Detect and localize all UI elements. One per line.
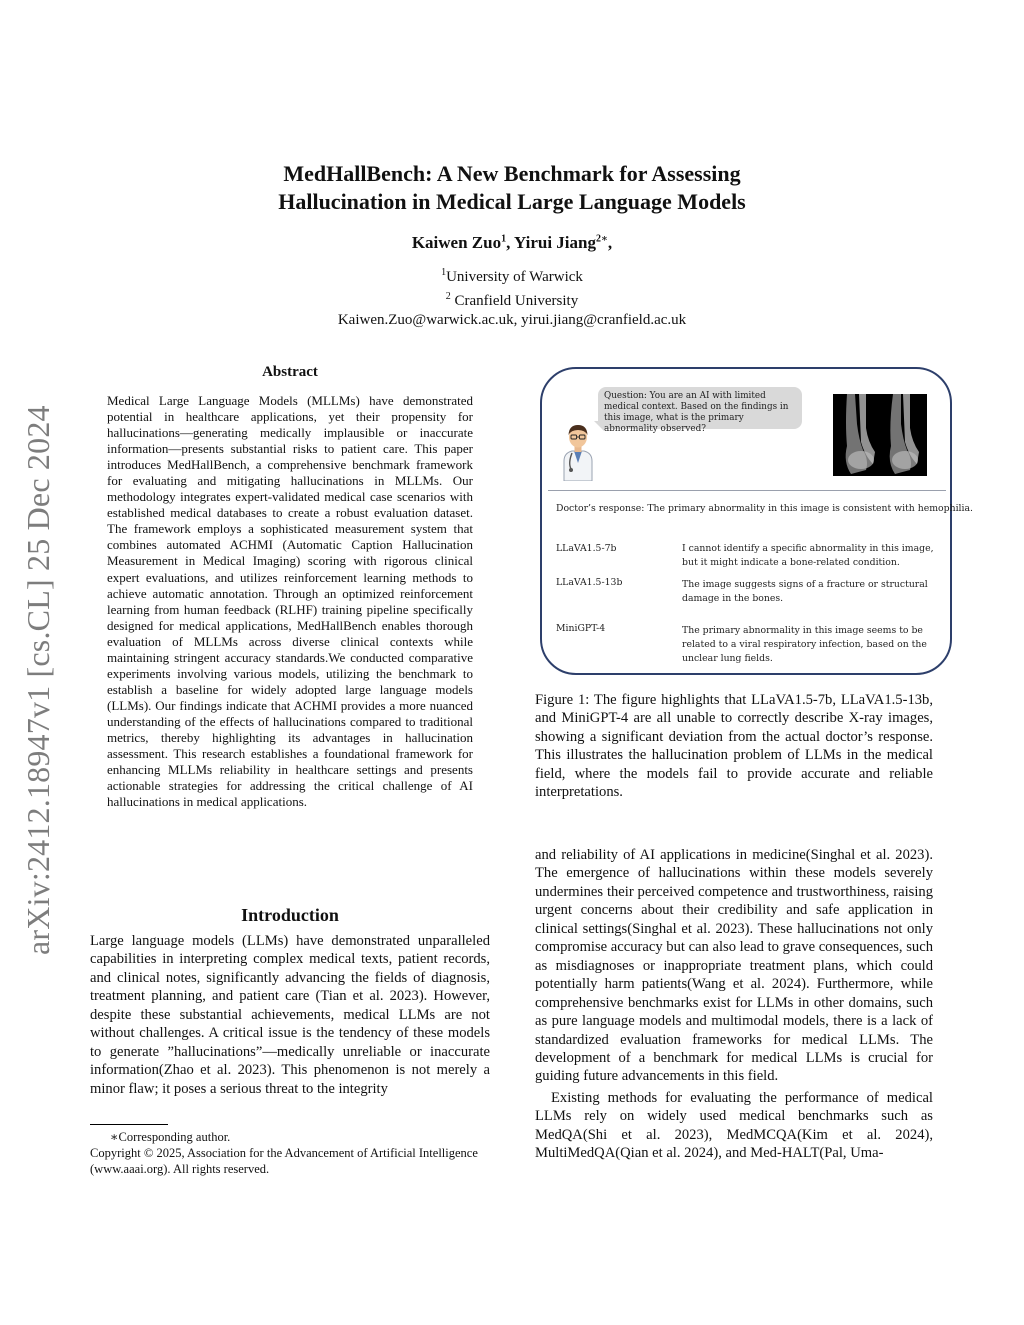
model-name-llava-13b: LLaVA1.5-13b xyxy=(556,577,623,588)
author-2-affiliation: 2∗ xyxy=(596,233,608,245)
author-emails: Kaiwen.Zuo@warwick.ac.uk, yirui.jiang@cranfield.ac.uk xyxy=(337,312,687,328)
author-trailing-comma: , xyxy=(607,233,613,252)
author-1: Kaiwen Zuo xyxy=(411,233,502,252)
abstract-heading: Abstract xyxy=(262,364,318,380)
affiliation-2-name: Cranfield University xyxy=(450,293,579,309)
model-response-minigpt-4: The primary abnormality in this image seems to be related to a viral respiratory infection, based on the unclear lung fields. xyxy=(682,625,927,664)
response-divider xyxy=(548,490,946,491)
corresponding-author-note: ∗Corresponding author. xyxy=(110,1130,231,1144)
abstract-text: Medical Large Language Models (MLLMs) have demonstrated potential in healthcare applications, yet their propensity for hallucinations—generating medically implausible or inaccurate information—presents substantial risks to patient care. This paper introduces MedHallBench, a comprehensive benchmark framework for evaluating and mitigating hallucinations in MLLMs. Our methodology integrates expert-validated medical case scenarios with established medical databases to create a robust evaluation dataset. The framework employs a sophisticated measurement system that combines automated ACHMI (Automatic Caption Hallucination Measurement in Medical Imaging) scoring with rigorous clinical expert evaluations, and utilizes reinforcement learning methods to achieve automatic annotation. Through an optimized reinforcement learning from human feedback (RLHF) training pipeline specifically designed for medical applications, MedHallBench enables thorough evaluation of MLLMs across diverse clinical contexts while maintaining stringent accuracy standards.We conducted comparative experiments involving various models, utilizing the benchmark to establish a baseline for widely adopted large language models (LLMs). Our findings indicate that ACHMI provides a more nuanced understanding of the effects of hallucinations compared to traditional metrics, thereby highlighting its advantages in hallucination assessment. This research establishes a foundational framework for enhancing MLLMs reliability in healthcare settings and presents actionable strategies for addressing the critical challenge of AI hallucinations in medical applications. xyxy=(107,393,473,810)
model-response-llava-7b: I cannot identify a specific abnormality in this image, but it might indicate a bone-related condition. xyxy=(682,543,934,568)
affiliation-1-name: University of Warwick xyxy=(446,269,583,285)
title-line-2: Hallucination in Medical Large Language Models xyxy=(278,189,746,214)
right-column-body xyxy=(535,846,933,1163)
introduction-heading: Introduction xyxy=(241,905,339,925)
title-line-1: MedHallBench: A New Benchmark for Assessing xyxy=(283,161,741,186)
affiliation-2-marker: 2 xyxy=(445,291,451,302)
xray-image xyxy=(833,394,927,476)
arxiv-identifier: arXiv:2412.18947v1 [cs.CL] 25 Dec 2024 xyxy=(20,405,56,955)
author-list xyxy=(0,233,1024,253)
doctor-response: Doctor’s response: The primary abnormality in this image is consistent with hemophilia. xyxy=(556,503,973,514)
copyright-notice: Copyright © 2025, Association for the Advancement of Artificial Intelligence (www.aaai.org). All rights reserved. xyxy=(90,1146,478,1176)
paper-title xyxy=(0,160,1024,216)
footnote-divider xyxy=(90,1124,168,1125)
footnote xyxy=(90,1129,490,1177)
figure-1 xyxy=(540,367,973,675)
author-1-affiliation: 1 xyxy=(501,233,507,245)
bubble-tail xyxy=(594,421,604,431)
affiliation-1-marker: 1 xyxy=(441,267,447,278)
author-2: Yirui Jiang xyxy=(513,233,596,252)
affiliation-2 xyxy=(0,287,1024,311)
affiliations xyxy=(0,263,1024,330)
model-name-minigpt-4: MiniGPT-4 xyxy=(556,623,606,634)
question-bubble: Question: You are an AI with limited medical context. Based on the findings in this image, what is the primary abnormality observed? xyxy=(598,387,802,429)
model-name-llava-7b: LLaVA1.5-7b xyxy=(556,543,617,554)
author-separator: , xyxy=(506,233,514,252)
doctor-avatar-icon xyxy=(558,419,598,481)
right-column-paragraph-2: Existing methods for evaluating the performance of medical LLMs rely on widely used medical benchmarks such as MedQA(Shi et al. 2023), MedMCQA(Kim et al. 2024), MultiMedQA(Qian et al. 2024), and Med-HALT(Pal, Uma- xyxy=(535,1089,933,1162)
affiliation-1 xyxy=(0,263,1024,287)
right-column-paragraph-1: and reliability of AI applications in medicine(Singhal et al. 2023). The emergence of hallucinations within these models severely undermines their perceived competence and trustworthiness, raising urgent concerns about their credibility and safe application in clinical settings(Singhal et al. 2023). These hallucinations not only compromise accuracy but can also lead to grave consequences, such as misdiagnoses or inappropriate treatment plans, which could potentially harm patients(Wang et al. 2024). Furthermore, while comprehensive benchmarks exist for LLMs in other domains, such as pure language models and multimodal models, there is a lack of standardized evaluation frameworks for medical LLMs. The development of a benchmark for medical LLMs is crucial for guiding future advancements in this field. xyxy=(535,847,933,1085)
model-response-llava-13b: The image suggests signs of a fracture or structural damage in the bones. xyxy=(682,579,928,604)
introduction-text: Large language models (LLMs) have demonstrated unparalleled capabilities in interpreting complex medical texts, patient records, and clinical notes, significantly advancing the fields of diagnosis, treatment planning, and patient care (Tian et al. 2023). However, despite these substantial achievements, medical LLMs are not without challenges. A critical issue is the tendency of these models to generate ”hallucinations”—medically unreliable or inaccurate information(Zhao et al. 2023). This phenomenon is not merely a minor flaw; it poses a serious threat to the integrity xyxy=(90,933,490,1097)
figure-1-caption: Figure 1: The figure highlights that LLaVA1.5-7b, LLaVA1.5-13b, and MiniGPT-4 are all unable to correctly describe X-ray images, showing a significant deviation from the actual doctor’s response. This illustrates the hallucination problem of LLMs in the medical field, where the models fail to provide accurate and reliable interpretations. xyxy=(535,692,933,801)
